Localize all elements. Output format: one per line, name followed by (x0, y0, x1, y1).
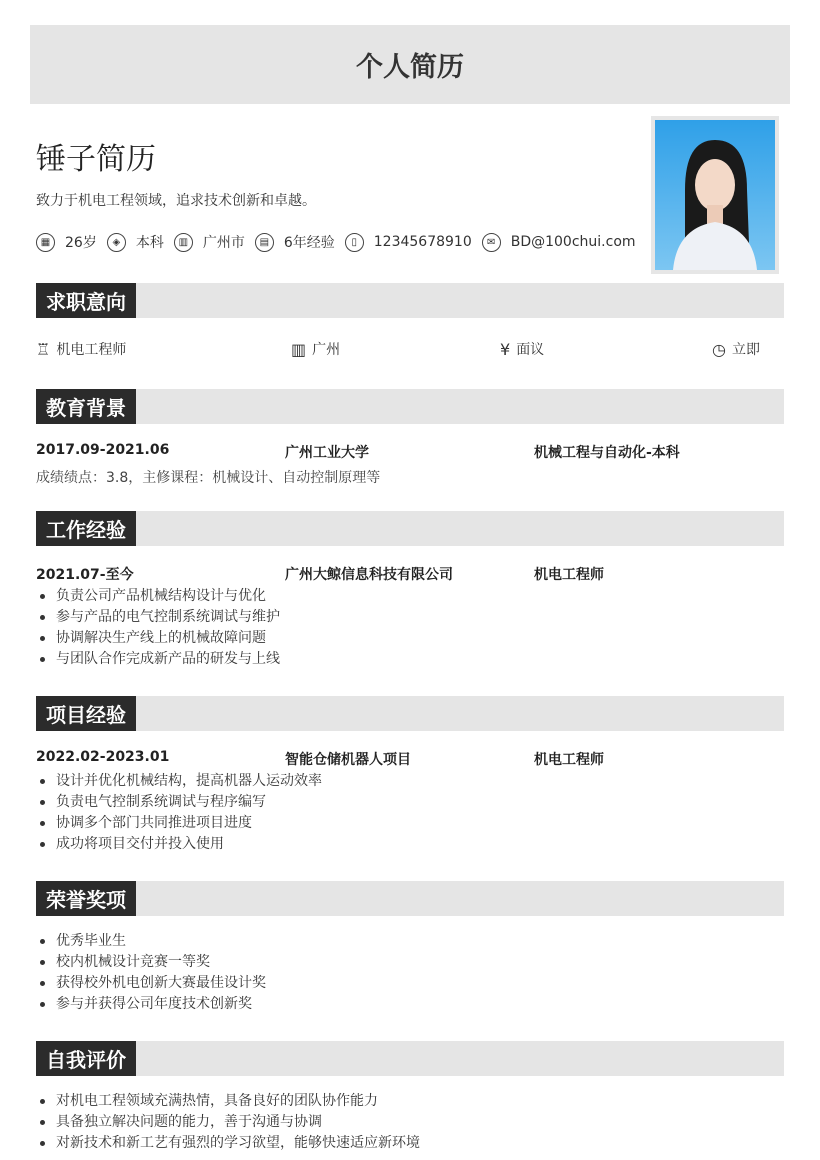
intent-position: ♖ 机电工程师 (36, 339, 127, 359)
list-item: 参与并获得公司年度技术创新奖 (36, 994, 266, 1015)
list-item: 参与产品的电气控制系统调试与维护 (36, 607, 280, 628)
section-header-intent: 求职意向 (36, 283, 784, 318)
list-item: 获得校外机电创新大赛最佳设计奖 (36, 973, 266, 994)
page-title: 个人简历 (30, 25, 790, 104)
education-detail: 成绩绩点：3.8，主修课程：机械设计、自动控制原理等 (36, 470, 381, 486)
calendar-icon: ▦ (36, 233, 55, 252)
email: BD@100chui.com (510, 234, 636, 250)
building-icon: ▥ (291, 339, 307, 359)
list-item: 对机电工程领域充满热情，具备良好的团队协作能力 (36, 1091, 420, 1112)
intent-city: ▥ 广州 (291, 339, 341, 359)
list-item: 负责公司产品机械结构设计与优化 (36, 586, 280, 607)
intent-availability: ◷ 立即 (712, 339, 760, 359)
section-header-education: 教育背景 (36, 389, 784, 424)
list-item: 具备独立解决问题的能力，善于沟通与协调 (36, 1112, 420, 1133)
motto: 致力于机电工程领域，追求技术创新和卓越。 (36, 193, 316, 209)
mail-icon: ✉ (482, 233, 501, 252)
basic-info (36, 232, 646, 252)
graduation-cap-icon: ◈ (107, 233, 126, 252)
city: 广州市 (202, 235, 245, 251)
list-item: 对新技术和新工艺有强烈的学习欲望，能够快速适应新环境 (36, 1133, 420, 1154)
list-item: 设计并优化机械结构，提高机器人运动效率 (36, 771, 322, 792)
list-item: 优秀毕业生 (36, 931, 266, 952)
project-list (36, 771, 322, 855)
list-item: 协调解决生产线上的机械故障问题 (36, 628, 280, 649)
list-item: 负责电气控制系统调试与程序编写 (36, 792, 322, 813)
person-silhouette (655, 120, 775, 270)
tie-icon: ♖ (36, 339, 51, 359)
building-icon: ▥ (174, 233, 193, 252)
phone-icon: ▯ (345, 233, 364, 252)
section-header-project: 项目经验 (36, 696, 784, 731)
self-list (36, 1091, 420, 1154)
experience: 6年经验 (283, 235, 335, 251)
age: 26岁 (65, 235, 97, 251)
intent-salary: ¥ 面议 (500, 339, 545, 359)
list-item: 成功将项目交付并投入使用 (36, 834, 322, 855)
document-icon: ▤ (255, 233, 274, 252)
profile-photo (651, 116, 779, 274)
list-item: 校内机械设计竞赛一等奖 (36, 952, 266, 973)
degree: 本科 (135, 235, 164, 251)
honors-list (36, 931, 266, 1015)
list-item: 协调多个部门共同推进项目进度 (36, 813, 322, 834)
list-item: 与团队合作完成新产品的研发与上线 (36, 649, 280, 670)
section-header-work: 工作经验 (36, 511, 784, 546)
phone: 12345678910 (373, 234, 472, 250)
section-header-self: 自我评价 (36, 1041, 784, 1076)
work-list (36, 586, 280, 670)
clock-icon: ◷ (712, 339, 726, 359)
yen-icon: ¥ (500, 339, 511, 359)
section-header-honors: 荣誉奖项 (36, 881, 784, 916)
candidate-name: 锤子简历 (36, 142, 156, 177)
